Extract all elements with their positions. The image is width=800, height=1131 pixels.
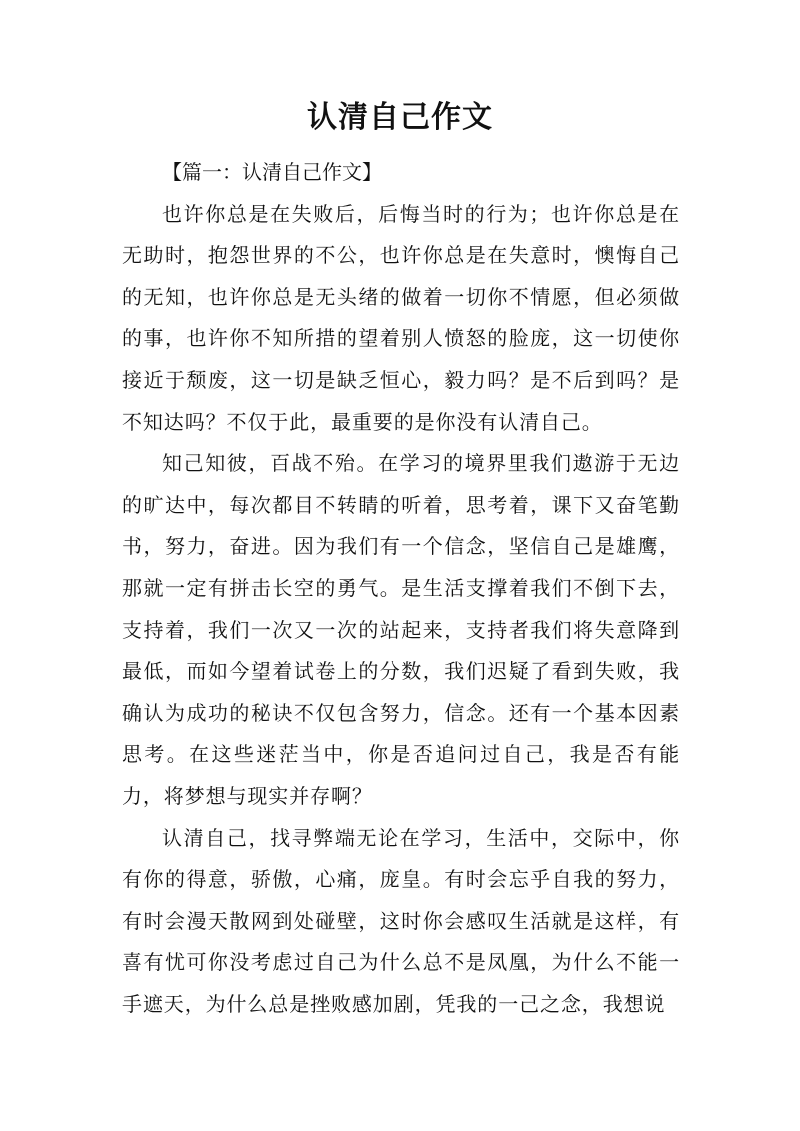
section-heading: 【篇一：认清自己作文】: [162, 160, 382, 184]
document-body: [122, 152, 680, 1025]
paragraph-3: 认清自己，找寻弊端无论在学习，生活中，交际中，你有你的得意，骄傲，心痛，庞皇。有时会忘乎自我的努力，有时会漫天散网到处碰壁，这时你会感叹生活就是这样，有喜有忧可你没考虑过自己为什么总不是凤凰，为什么不能一手遮天，为什么总是挫败感加剧，凭我的一己之念，我想说: [122, 825, 680, 1016]
document-title: 认清自己作文: [307, 100, 493, 135]
paragraph-1: 也许你总是在失败后，后悔当时的行为；也许你总是在无助时，抱怨世界的不公，也许你总是在失意时，懊悔自己的无知，也许你总是无头绪的做着一切你不情愿，但必须做的事，也许你不知所措的望着别人愤怒的脸庞，这一切使你接近于颓废，这一切是缺乏恒心，毅力吗？是不后到吗？是不知达吗？不仅于此，最重要的是你没有认清自己。: [122, 201, 680, 434]
paragraph-2: 知己知彼，百战不殆。在学习的境界里我们遨游于无边的旷达中，每次都目不转睛的听着，思考着，课下又奋笔勤书，努力，奋进。因为我们有一个信念，坚信自己是雄鹰，那就一定有拼击长空的勇气。是生活支撑着我们不倒下去，支持着，我们一次又一次的站起来，支持者我们将失意降到最低，而如今望着试卷上的分数，我们迟疑了看到失败，我确认为成功的秘诀不仅包含努力，信念。还有一个基本因素思考。在这些迷茫当中，你是否追问过自己，我是否有能力，将梦想与现实并存啊？: [122, 451, 680, 808]
